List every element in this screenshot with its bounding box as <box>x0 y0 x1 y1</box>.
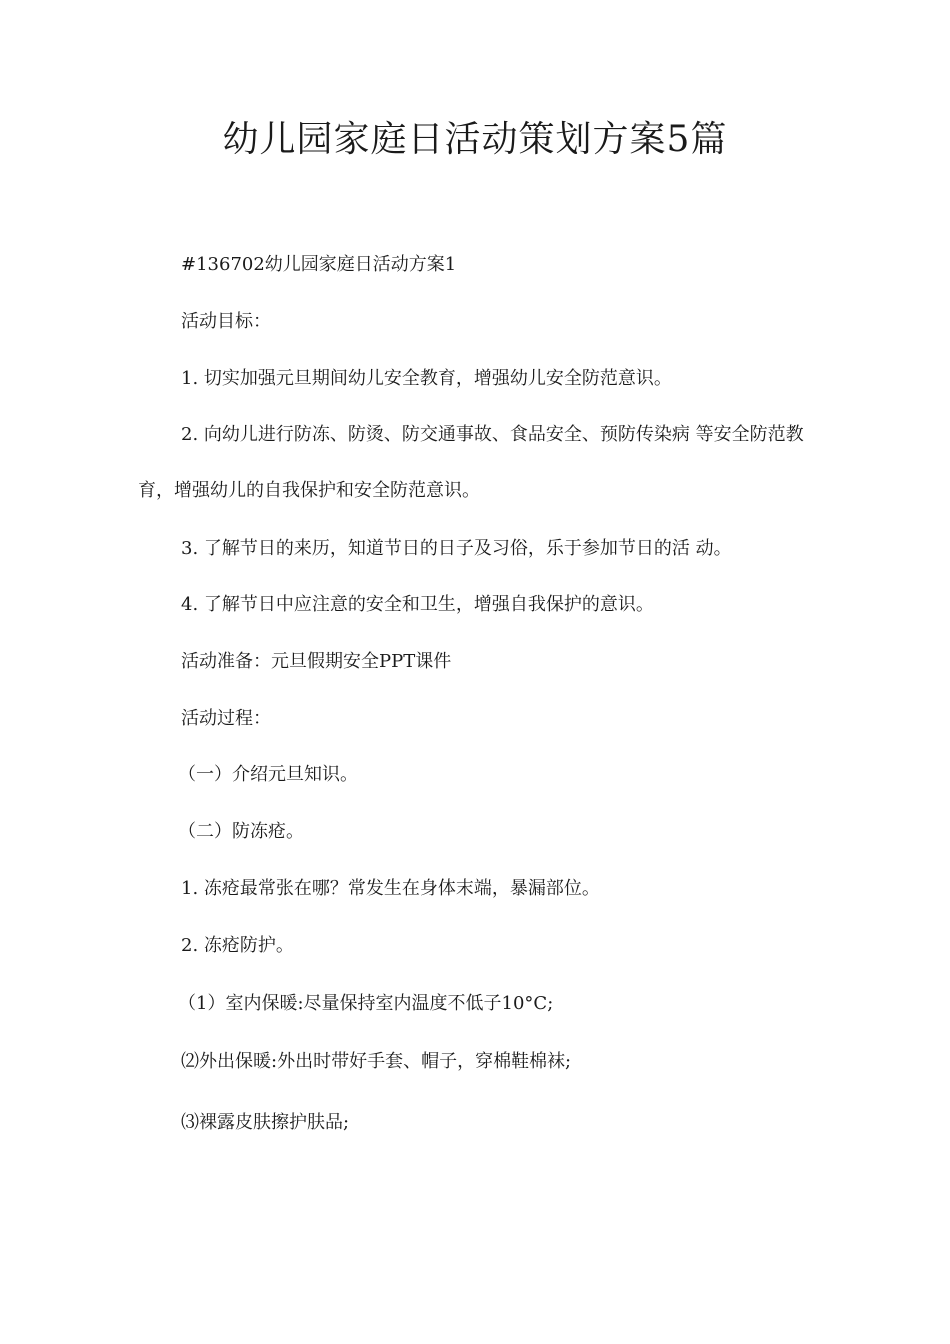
document-title: 幼儿园家庭日活动策划方案5篇 <box>222 119 728 160</box>
paragraph: （二）防冻疮。 <box>178 821 304 842</box>
paragraph: 活动目标： <box>181 311 271 332</box>
paragraph: 3. 了解节日的来历，知道节日的日子及习俗，乐于参加节日的活 动。 <box>181 538 732 559</box>
paragraph: 1. 切实加强元旦期间幼儿安全教育，增强幼儿安全防范意识。 <box>181 368 672 389</box>
paragraph: 活动准备：元旦假期安全PPT课件 <box>181 651 452 672</box>
paragraph: 1. 冻疮最常张在哪？常发生在身体末端，暴漏部位。 <box>181 878 600 899</box>
paragraph: 2. 冻疮防护。 <box>181 935 294 956</box>
paragraph: ⑵外出保暖:外出时带好手套、帽子，穿棉鞋棉袜; <box>181 1051 572 1072</box>
paragraph: （1）室内保暖:尽量保持室内温度不低子10°C; <box>178 993 554 1014</box>
paragraph: 2. 向幼儿进行防冻、防烫、防交通事故、食品安全、预防传染病 等安全防范教育，增强幼儿的自我保护和安全防范意识。 <box>138 424 804 501</box>
paragraph: 4. 了解节日中应注意的安全和卫生，增强自我保护的意识。 <box>181 594 654 615</box>
paragraph: ⑶裸露皮肤擦护肤品; <box>181 1112 350 1133</box>
section-heading: #136702幼儿园家庭日活动方案1 <box>181 254 457 275</box>
paragraph: （一）介绍元旦知识。 <box>178 764 358 785</box>
paragraph: 活动过程： <box>181 708 271 729</box>
